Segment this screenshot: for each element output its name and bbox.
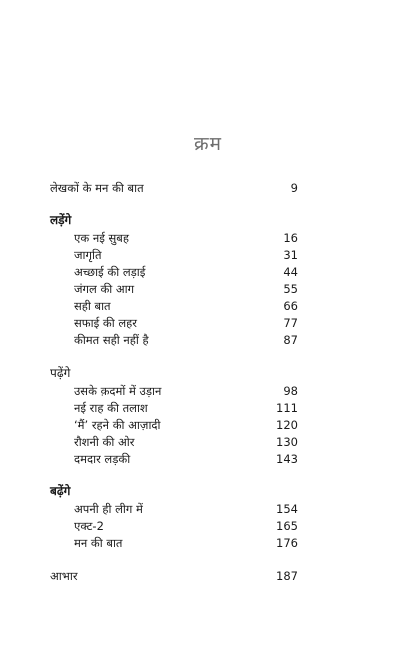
toc-entry-page: 98 — [283, 384, 298, 398]
toc-entry-page: 120 — [276, 418, 298, 432]
toc-entry-page: 9 — [290, 181, 298, 195]
section-heading-3: बढ़ेंगे — [50, 484, 71, 498]
section-heading-1: लड़ेंगे — [50, 213, 72, 227]
toc-entry-page: 77 — [283, 316, 298, 330]
toc-entry[interactable] — [0, 433, 416, 451]
toc-entry-page: 55 — [283, 282, 298, 296]
toc-entry-page: 176 — [276, 536, 298, 550]
toc-entry-page: 44 — [283, 265, 298, 279]
toc-entry-label: नई राह की तलाश — [74, 401, 148, 415]
toc-entry-label: आभार — [50, 569, 78, 583]
toc-entry-page: 154 — [276, 502, 298, 516]
toc-entry-label: सफाई की लहर — [74, 316, 137, 330]
toc-entry[interactable] — [0, 382, 416, 400]
toc-entry[interactable] — [0, 229, 416, 247]
page-title: क्रम — [194, 133, 222, 155]
toc-entry[interactable] — [0, 280, 416, 298]
toc-entry-page: 165 — [276, 519, 298, 533]
toc-entry[interactable] — [0, 399, 416, 417]
toc-entry-label: सही बात — [74, 299, 111, 313]
toc-entry[interactable] — [0, 331, 416, 349]
toc-entry-intro[interactable] — [0, 179, 416, 197]
toc-entry[interactable] — [0, 263, 416, 281]
toc-entry-label: जागृति — [74, 248, 102, 262]
toc-entry[interactable] — [0, 517, 416, 535]
toc-entry-page: 66 — [283, 299, 298, 313]
toc-entry-page: 31 — [283, 248, 298, 262]
toc-entry[interactable] — [0, 500, 416, 518]
toc-entry-label: उसके क़दमों में उड़ान — [74, 384, 162, 398]
toc-entry-label: मन की बात — [74, 536, 123, 550]
toc-entry-label: रौशनी की ओर — [74, 435, 135, 449]
toc-entry-closing[interactable] — [0, 567, 416, 585]
toc-entry-label: अपनी ही लीग में — [74, 502, 143, 516]
toc-entry-page: 16 — [283, 231, 298, 245]
toc-entry-label: ‘मैं’ रहने की आज़ादी — [74, 418, 161, 432]
toc-entry-label: अच्छाई की लड़ाई — [74, 265, 146, 279]
toc-entry-label: एक नई सुबह — [74, 231, 129, 245]
toc-entry-page: 143 — [276, 452, 298, 466]
toc-entry[interactable] — [0, 416, 416, 434]
toc-entry-label: कीमत सही नहीं है — [74, 333, 149, 347]
toc-entry[interactable] — [0, 314, 416, 332]
toc-entry-page: 187 — [276, 569, 298, 583]
toc-entry[interactable] — [0, 450, 416, 468]
toc-entry-label: लेखकों के मन की बात — [50, 181, 144, 195]
section-heading-2: पढ़ेंगे — [50, 366, 71, 380]
toc-entry-label: दमदार लड़की — [74, 452, 131, 466]
toc-entry[interactable] — [0, 246, 416, 264]
toc-entry[interactable] — [0, 297, 416, 315]
toc-entry[interactable] — [0, 534, 416, 552]
toc-entry-page: 111 — [276, 401, 298, 415]
toc-entry-page: 87 — [283, 333, 298, 347]
toc-entry-page: 130 — [276, 435, 298, 449]
toc-entry-label: जंगल की आग — [74, 282, 135, 296]
toc-entry-label: एक्ट-2 — [74, 519, 104, 533]
